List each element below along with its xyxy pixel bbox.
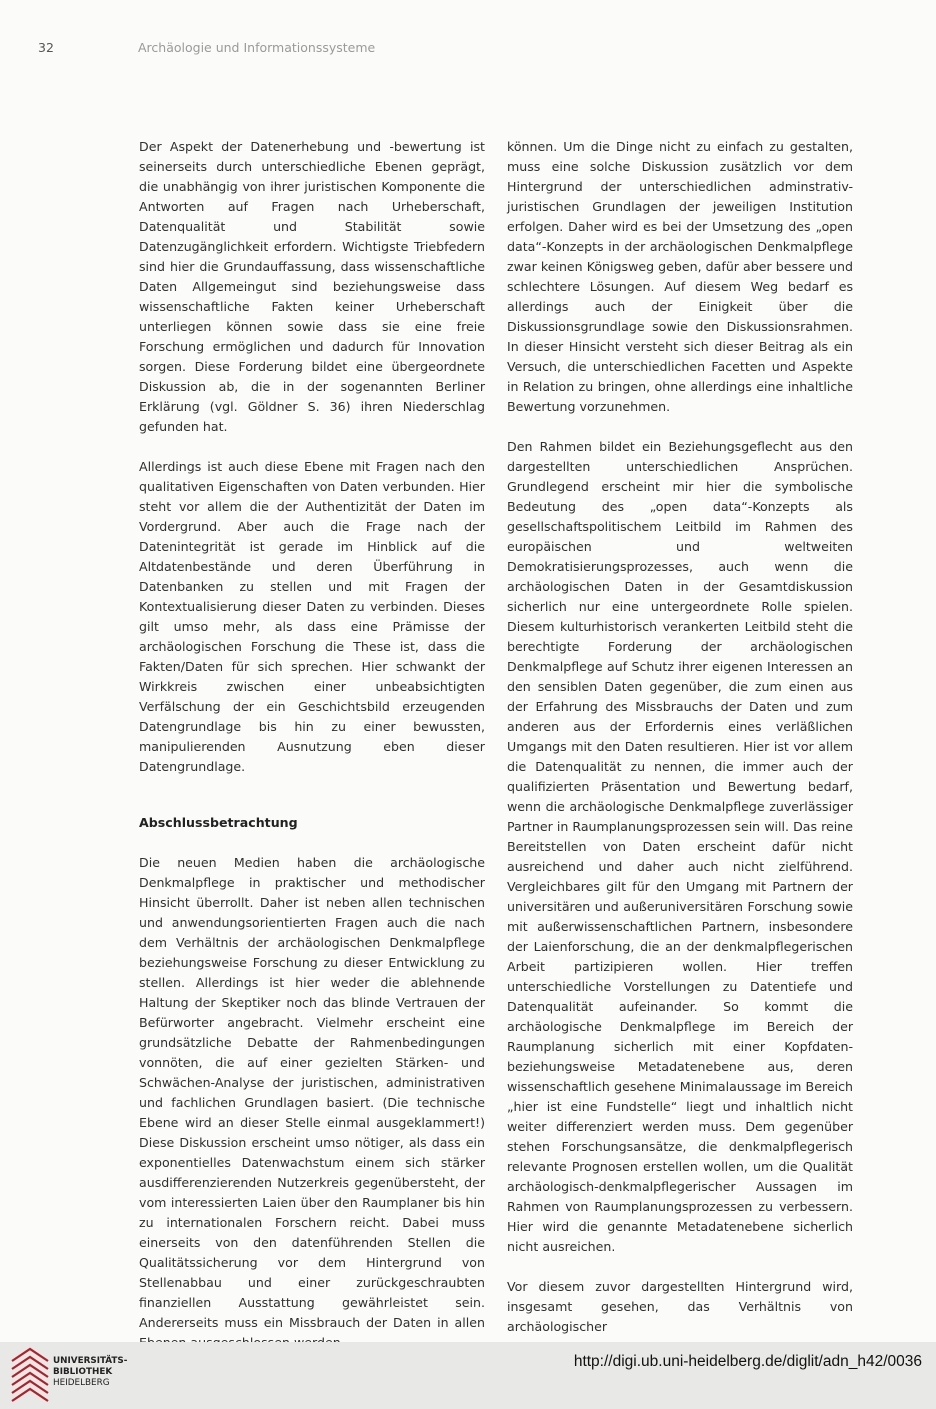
library-name-line: UNIVERSITÄTS- bbox=[53, 1356, 128, 1366]
section-heading: Abschlussbetrachtung bbox=[139, 815, 298, 830]
paragraph: Allerdings ist auch diese Ebene mit Fragen nach den qualitativen Eigenschaften von Daten verbunden. Hier steht vor allem die der Authentizität der Daten im Vordergrund. Aber auch die Frage nach der Datenintegrität ist gerade im Hinblick auf die Altdatenbestände und deren Überführung in Datenbanken zu stellen und mit Fragen der Kontextualisierung dieser Daten zu verbinden. Dieses gilt umso mehr, als dass eine Prämisse der archäologischen Forschung die These ist, dass die Fakten/Daten für sich sprechen. Hier schwankt der Wirkkreis zwischen einer unbeabsichtigten Verfälschung der ein Geschichtsbild erzeugenden Datengrundlage bis hin zu einer bewussten, manipulierenden Ausnutzung eben dieser Datengrundlage. bbox=[139, 459, 485, 774]
paragraph: Der Aspekt der Datenerhebung und -bewertung ist seinerseits durch unterschiedliche Ebenen geprägt, die unabhängig von ihrer juristischen Komponente die Antworten auf Fragen nach Urheberschaft, Datenqualität und Stabilität sowie Datenzugänglichkeit erfordern. Wichtigste Triebfedern sind hier die Grundauffassung, dass wissenschaftliche Daten Allgemeingut sind beziehungsweise dass wissenschaftliche Fakten keiner Urheberschaft unterliegen können sowie dass sie eine freie Forschung ermöglichen und dadurch für Innovation sorgen. Diese Forderung bildet eine übergeordnete Diskussion ab, die in der sogenannten Berliner Erklärung (vgl. Göldner S. 36) ihren Niederschlag gefunden hat. bbox=[139, 139, 485, 434]
source-url[interactable]: http://digi.ub.uni-heidelberg.de/diglit/adn_h42/0036 bbox=[573, 1353, 922, 1370]
library-name-line: BIBLIOTHEK bbox=[53, 1367, 113, 1377]
right-column bbox=[507, 137, 853, 1357]
paragraph: Den Rahmen bildet ein Beziehungsgeflecht aus den dargestellten unterschiedlichen Ansprüchen. Grundlegend erscheint mir hier die symbolische Bedeutung des „open data“-Konzepts als gesellschaftspolitischem Leitbild im Rahmen des europäischen und weltweiten Demokratisierungsprozesses, auch wenn die archäologischen Daten in der Gesamtdiskussion sicherlich nur eine untergeordnete Rolle spielen. Diesem kulturhistorisch verankerten Leitbild steht die berechtigte Forderung der archäologischen Denkmalpflege auf Schutz ihrer eigenen Interessen an den sensiblen Daten gegenüber, die zum einen aus der Erfahrung des Missbrauchs der Daten und zum anderen aus der Erfordernis eines verläßlichen Umgangs mit den Daten resultieren. Hier ist vor allem die Datenqualität zu nennen, die immer auch der qualifizierten Präsentation und Bewertung bedarf, wenn die archäologische Denkmalpflege zuverlässiger Partner in Raumplanungsprozessen sein will. Das reine Bereitstellen von Daten erscheint dafür nicht ausreichend und daher auch nicht zielführend. Vergleichbares gilt für den Umgang mit Partnern der universitären und außeruniversitären Forschung sowie mit außerwissenschaftlichen Partnern, insbesondere der Laienforschung, die an der denkmalpflegerischen Arbeit partizipieren wollen. Hier treffen unterschiedliche Vorstellungen zu Datentiefe und Datenqualität aufeinander. So kommt die archäologische Denkmalpflege im Bereich der Raumplanung sicherlich mit einer Kopfdaten- beziehungsweise Metadatenebene aus, deren wissenschaftlich gesehene Minimalaussage im Bereich „hier ist eine Fundstelle“ liegt und inhaltlich nicht weiter differenziert werden muss. Dem gegenüber stehen Forschungsansätze, die denkmalpflegerisch relevante Prognosen erstellen wollen, um die Qualität archäologisch-denkmalpflegerischer Aussagen im Rahmen von Raumplanungsprozessen zu verbessern. Hier wird die genannte Metadatenebene sicherlich nicht ausreichen. bbox=[507, 439, 853, 1254]
library-name-line: HEIDELBERG bbox=[53, 1378, 110, 1388]
page-number: 32 bbox=[38, 40, 54, 55]
university-library-logo-icon bbox=[10, 1347, 50, 1403]
library-name bbox=[53, 1356, 127, 1389]
left-column bbox=[139, 137, 485, 1373]
paragraph: Die neuen Medien haben die archäologische Denkmalpflege in praktischer und methodischer Hinsicht überrollt. Daher ist neben allen technischen und anwendungsorientierten Fragen auch die nach dem Verhältnis der archäologischen Denkmalpflege beziehungsweise Forschung zu dieser Entwicklung zu stellen. Allerdings ist hier weder die ablehnende Haltung der Skeptiker noch das blinde Vertrauen der Befürworter angebracht. Vielmehr erscheint eine grundsätzliche Debatte der Rahmenbedingungen vonnöten, die auf einer gezielten Stärken- und Schwächen-Analyse der juristischen, administrativen und fachlichen Grundlagen basiert. (Die technische Ebene wird an dieser Stelle einmal ausgeklammert!) Diese Diskussion erscheint umso nötiger, als dass ein exponentielles Datenwachstum einem sich stärker ausdifferenzierenden Nutzerkreis gegenübersteht, der vom interessierten Laien über den Raumplaner bis hin zu internationalen Forschern reicht. Dabei muss einerseits von den datenführenden Stellen die Qualitätssicherung vor dem Hintergrund von Stellenabbau und einer zurückgeschraubten finanziellen Ausstattung gewährleistet sein. Andererseits muss ein Missbrauch der Daten in allen bbox=[139, 855, 485, 1330]
paragraph: Vor diesem zuvor dargestellten Hintergrund wird, insgesamt gesehen, das Verhältnis von archäologischer bbox=[507, 1279, 853, 1334]
running-title: Archäologie und Informationssysteme bbox=[138, 40, 376, 55]
paragraph: können. Um die Dinge nicht zu einfach zu gestalten, muss eine solche Diskussion zusätzlich vor dem Hintergrund der unterschiedlichen adminstrativ-juristischen Grundlagen der jeweiligen Institution erfolgen. Daher wird es bei der Umsetzung des „open data“-Konzepts in der archäologischen Denkmalpflege zwar keinen Königsweg geben, dafür aber bessere und schlechtere Lösungen. Auf diesem Weg bedarf es allerdings auch der Einigkeit über die Diskussionsgrundlage sowie den Diskussionsrahmen. In dieser Hinsicht versteht sich dieser Beitrag als ein Versuch, die unterschiedlichen Facetten und Aspekte in Relation zu bringen, ohne allerdings eine inhaltliche Bewertung vorzunehmen. bbox=[507, 139, 853, 414]
